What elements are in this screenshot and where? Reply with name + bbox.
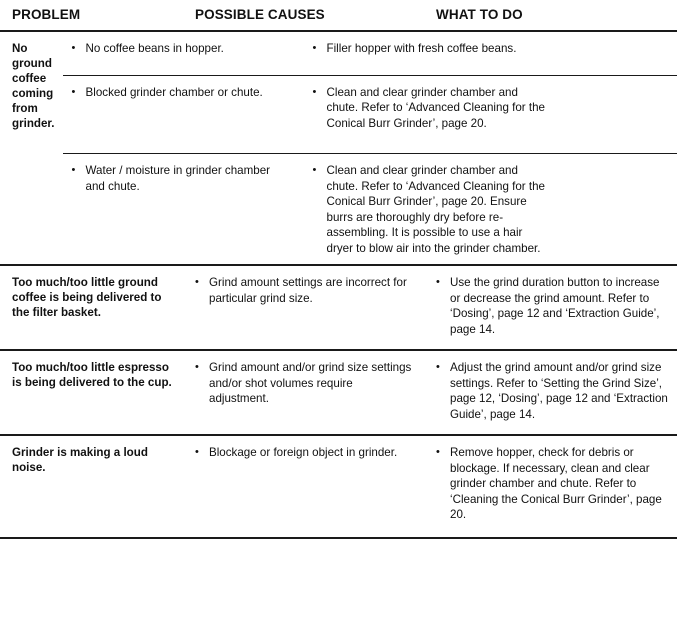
bullet-icon: •	[71, 85, 76, 98]
bullet-line	[195, 360, 414, 407]
subrow	[186, 266, 677, 349]
table-row	[0, 32, 677, 264]
possible-cause-text: Blocked grinder chamber or chute.	[85, 85, 263, 99]
subrow	[63, 154, 677, 264]
table-row	[0, 436, 677, 537]
column-header-what-to-do: WHAT TO DO	[436, 7, 523, 22]
what-to-do-cell	[303, 76, 554, 154]
bullet-line	[195, 275, 414, 306]
what-to-do-cell	[303, 32, 554, 75]
bullet-line	[313, 85, 547, 132]
subrow-list	[186, 436, 677, 537]
what-to-do-text: Filler hopper with fresh coffee beans.	[326, 42, 517, 55]
possible-cause-cell	[186, 351, 426, 419]
what-to-do-text: Clean and clear grinder chamber and chute. Refer to ‘Advanced Cleaning for the Conical Burr Grinder’, page 20.	[326, 85, 545, 130]
bullet-icon: •	[195, 361, 199, 373]
what-to-do-cell	[426, 351, 677, 434]
possible-cause-text: Blockage or foreign object in grinder.	[209, 446, 398, 459]
table-body	[0, 32, 677, 539]
what-to-do-text: Use the grind duration button to increase or decrease the grind amount. Refer to ‘Dosing’, page 12 and ‘Extraction Guide’, page 14.	[450, 276, 660, 336]
problem-cell: Too much/too little ground coffee is being delivered to the filter basket.	[12, 276, 162, 319]
what-to-do-text: Adjust the grind amount and/or grind size settings. Refer to ‘Setting the Grind Size’, page 12, ‘Dosing’, page 12 and ‘Extraction Guide’, page 14.	[450, 361, 668, 421]
possible-cause-text: Grind amount and/or grind size settings and/or shot volumes require adjustment.	[209, 361, 412, 405]
bullet-line	[313, 163, 547, 256]
possible-cause-text: Water / moisture in grinder chamber and chute.	[85, 164, 271, 193]
possible-cause-cell	[186, 436, 426, 475]
table-row	[0, 266, 677, 349]
bullet-icon: •	[312, 164, 317, 176]
possible-cause-text: No coffee beans in hopper.	[85, 42, 224, 55]
possible-cause-cell	[63, 154, 303, 202]
bullet-icon: •	[436, 446, 440, 458]
possible-cause-cell	[186, 266, 426, 318]
what-to-do-text: Remove hopper, check for debris or blockage. If necessary, clean and clear grinder chamber and chute. Refer to ‘Cleaning the Conical Burr Grinder’, page 20.	[450, 446, 662, 521]
what-to-do-text: Clean and clear grinder chamber and chute. Refer to ‘Advanced Cleaning for the Conical Burr Grinder’, page 20. Ensure burrs are thoroughly dry before re-assembling. It is possible to use a hair dryer to blow air into the grinder chamber.	[326, 164, 545, 255]
table-row-inner	[0, 351, 677, 434]
bullet-icon: •	[436, 276, 440, 288]
table-row	[0, 351, 677, 434]
column-header-problem: PROBLEM	[12, 7, 81, 22]
table-row-inner	[0, 436, 677, 537]
what-to-do-cell	[426, 266, 677, 349]
possible-cause-cell	[63, 76, 303, 123]
bullet-line	[436, 360, 670, 422]
bullet-icon: •	[312, 85, 317, 98]
subrow	[186, 436, 677, 537]
bullet-line	[72, 41, 291, 57]
possible-cause-text: Grind amount settings are incorrect for particular grind size.	[209, 276, 407, 305]
bullet-icon: •	[312, 42, 317, 54]
bullet-line	[195, 445, 414, 461]
row-divider	[0, 537, 677, 539]
bullet-icon: •	[195, 276, 199, 288]
table-row-inner	[0, 32, 677, 264]
bullet-line	[436, 275, 670, 337]
column-header-possible-causes: POSSIBLE CAUSES	[195, 7, 325, 22]
possible-cause-cell	[63, 32, 303, 75]
table-header-row	[0, 0, 677, 30]
bullet-line	[72, 85, 291, 101]
problem-cell: No ground coffee coming from grinder.	[12, 42, 55, 130]
what-to-do-cell	[303, 154, 554, 264]
subrow	[63, 32, 677, 75]
bullet-icon: •	[436, 361, 440, 373]
bullet-line	[313, 41, 547, 57]
bullet-line	[436, 445, 670, 523]
subrow	[186, 351, 677, 434]
subrow	[63, 76, 677, 154]
subrow-list	[63, 32, 677, 264]
bullet-icon: •	[195, 446, 199, 458]
problem-cell: Grinder is making a loud noise.	[12, 446, 148, 474]
bullet-line	[72, 163, 291, 194]
bullet-icon: •	[71, 164, 76, 176]
what-to-do-cell	[426, 436, 677, 537]
problem-cell: Too much/too little espresso is being delivered to the cup.	[12, 361, 172, 389]
subrow-list	[186, 351, 677, 434]
subrow-list	[186, 266, 677, 349]
bullet-icon: •	[71, 42, 76, 54]
table-row-inner	[0, 266, 677, 349]
